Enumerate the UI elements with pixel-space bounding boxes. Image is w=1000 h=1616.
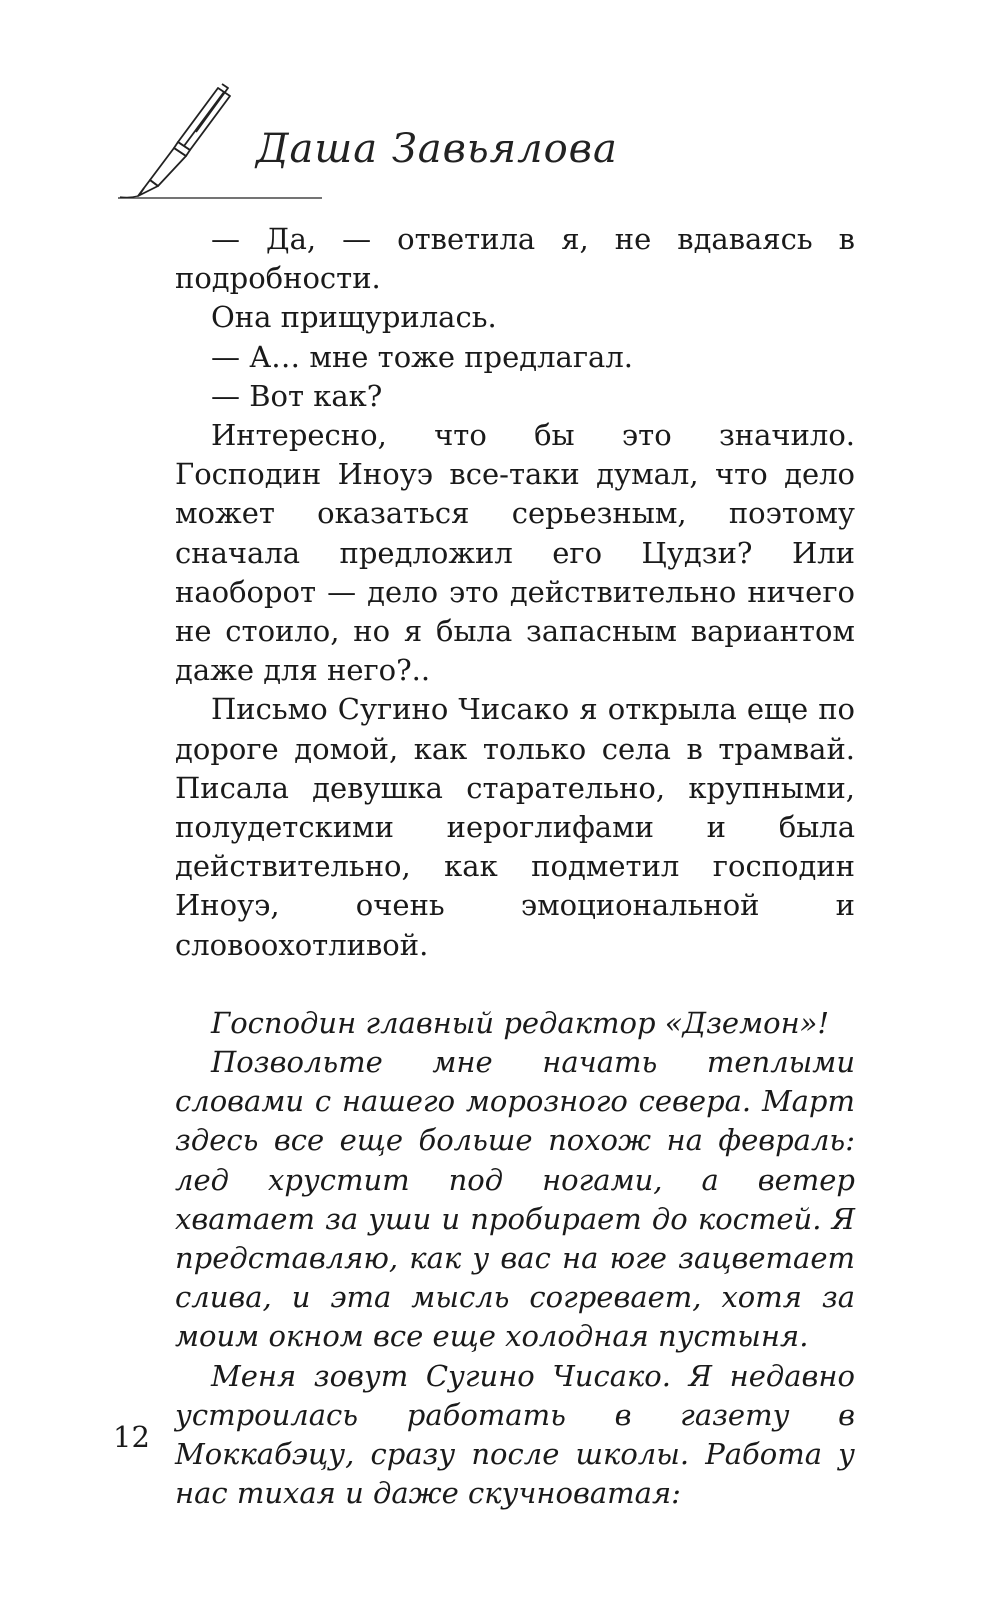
- page-number: 12: [113, 1420, 150, 1454]
- paragraph: Интересно, что бы это значило. Господин Иноуэ все-таки думал, что дело может оказаться серьезным, поэтому сначала предложил его Цудзи? Или наоборот — дело это действительно ничего не стоило, но я была запасным вариантом даже для него?..: [175, 418, 855, 688]
- paragraph: — Да, — ответила я, не вдаваясь в подробности.: [175, 222, 855, 296]
- letter-salutation: Господин главный редактор «Дземон»!: [211, 1005, 830, 1040]
- paragraph: Она прищурилась.: [211, 300, 497, 335]
- letter-paragraph: Меня зовут Сугино Чисако. Я недавно устроилась работать в газету в Моккабэцу, сразу после школы. Работа у нас тихая и даже скучноватая:: [175, 1358, 855, 1511]
- paragraph: Письмо Сугино Чисако я открыла еще по дороге домой, как только села в трамвай. Писала девушка старательно, крупными, полудетскими иероглифами и была действительно, как подметил господин Иноуэ, очень эмоциональной и словоохотливой.: [175, 692, 855, 962]
- letter-paragraph: Позвольте мне начать теплыми словами с нашего морозного севера. Март здесь все еще больше похож на февраль: лед хрустит под ногами, а ветер хватает за уши и пробирает до костей. Я представляю, как у вас на юге зацветает слива, и эта мысль согревает, хотя за моим окном все еще холодная пустыня.: [175, 1045, 855, 1354]
- running-header: [110, 80, 618, 210]
- body-text: [175, 220, 855, 1514]
- paragraph: — Вот как?: [211, 378, 383, 413]
- paragraph: — А… мне тоже предлагал.: [211, 339, 633, 374]
- author-name: Даша Завьялова: [256, 126, 618, 172]
